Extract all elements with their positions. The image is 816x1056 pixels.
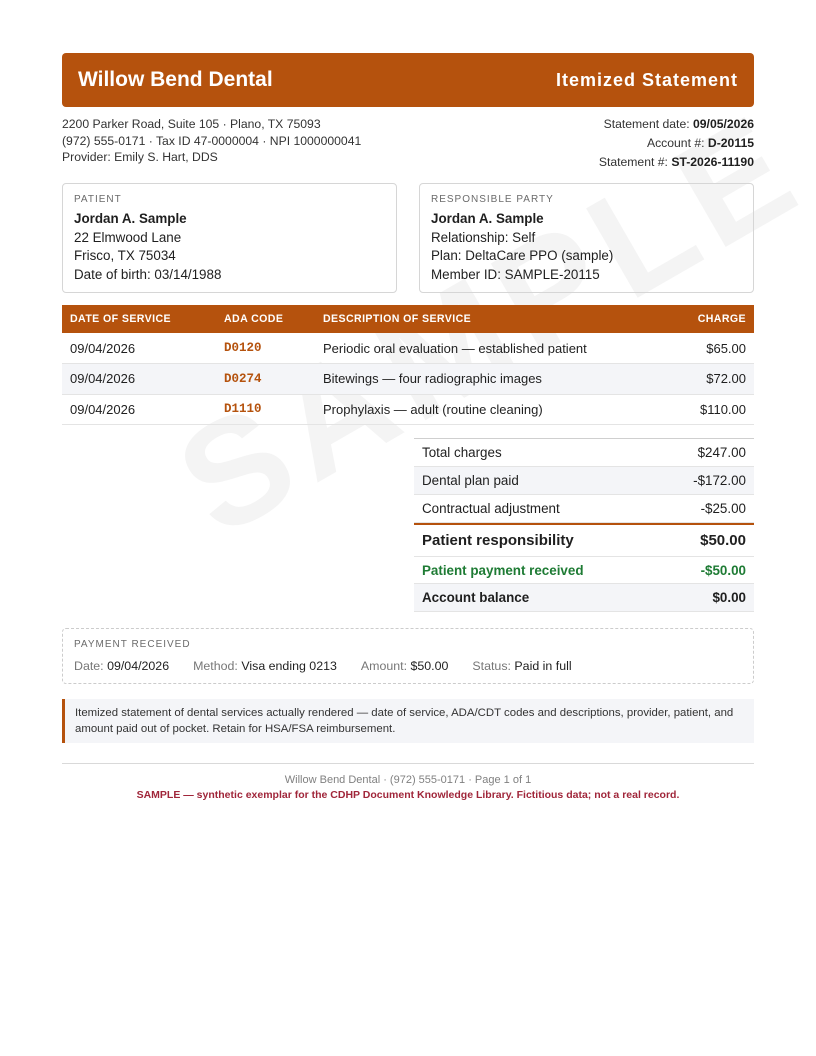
- payment-status-value: Paid in full: [514, 659, 572, 673]
- plan-paid-row: [414, 467, 754, 495]
- responsible-party-box: [419, 183, 754, 293]
- service-description: Prophylaxis — adult (routine cleaning): [315, 394, 654, 425]
- patient-payment-value: -$50.00: [700, 562, 746, 578]
- service-description: Bitewings — four radiographic images: [315, 364, 654, 395]
- account-number: [599, 134, 754, 153]
- account-number-value: D-20115: [707, 136, 754, 150]
- footer-contact-line: Willow Bend Dental · (972) 555-0171 · Page 1 of 1: [284, 774, 532, 786]
- payment-date-label: Date:: [74, 659, 104, 673]
- practice-provider: Provider: Emily S. Hart, DDS: [62, 150, 218, 164]
- patient-street: 22 Elmwood Lane: [74, 229, 182, 245]
- payment-amount: [361, 659, 449, 673]
- responsible-party-relationship: Relationship: Self: [431, 229, 536, 245]
- account-balance-value: $0.00: [712, 590, 746, 605]
- service-date: 09/04/2026: [62, 364, 216, 395]
- table-row: [62, 364, 754, 395]
- col-charge: CHARGE: [654, 305, 754, 333]
- account-balance-label: Account balance: [422, 590, 530, 605]
- services-table: [62, 305, 754, 425]
- patient-box: [62, 183, 397, 293]
- payment-date-value: 09/04/2026: [107, 659, 170, 673]
- total-charges-row: [414, 439, 754, 467]
- payment-method: [193, 659, 337, 673]
- patient-name: Jordan A. Sample: [74, 211, 187, 226]
- plan-paid-label: Dental plan paid: [422, 473, 519, 488]
- payment-date: [74, 659, 169, 673]
- ada-code: D0120: [216, 333, 315, 364]
- service-charge: $110.00: [654, 394, 754, 425]
- page-footer: [62, 763, 754, 802]
- ada-code: D0274: [216, 364, 315, 395]
- adjustment-label: Contractual adjustment: [422, 501, 560, 516]
- service-charge: $65.00: [654, 333, 754, 364]
- hsa-fsa-note: Itemized statement of dental services actually rendered — date of service, ADA/CDT codes and descriptions, provider, patient, and amount paid out of pocket. Retain for HSA/FSA reimbursement.: [62, 699, 754, 743]
- statement-date-label: Statement date:: [603, 117, 693, 131]
- patient-dob: Date of birth: 03/14/1988: [74, 266, 222, 282]
- document-title: Itemized Statement: [555, 69, 738, 90]
- table-row: [62, 394, 754, 425]
- responsible-party-caption: RESPONSIBLE PARTY: [431, 194, 554, 205]
- service-charge: $72.00: [654, 364, 754, 395]
- payment-method-label: Method:: [193, 659, 238, 673]
- account-balance-row: [414, 584, 754, 612]
- patient-responsibility-row: [414, 523, 754, 557]
- total-charges-label: Total charges: [422, 445, 502, 460]
- payment-received-caption: PAYMENT RECEIVED: [74, 639, 191, 650]
- payment-status-label: Status:: [472, 659, 511, 673]
- statement-date-value: 09/05/2026: [693, 117, 754, 131]
- col-ada-code: ADA CODE: [216, 305, 315, 333]
- service-date: 09/04/2026: [62, 333, 216, 364]
- patient-responsibility-label: Patient responsibility: [422, 532, 574, 549]
- adjustment-value: -$25.00: [700, 501, 746, 516]
- payment-amount-label: Amount:: [360, 659, 408, 673]
- services-header-row: [62, 305, 754, 333]
- practice-address: 2200 Parker Road, Suite 105 · Plano, TX 75093: [62, 117, 321, 131]
- patient-payment-label: Patient payment received: [422, 562, 584, 578]
- responsible-party-name: Jordan A. Sample: [431, 211, 544, 226]
- service-description: Periodic oral evaluation — established patient: [315, 333, 654, 364]
- parties-section: [62, 183, 754, 293]
- statement-number: [599, 153, 754, 172]
- payment-received-box: [62, 628, 754, 684]
- responsible-party-member-id: Member ID: SAMPLE-20115: [431, 266, 600, 282]
- practice-contact: (972) 555-0171 · Tax ID 47-0000004 · NPI 1000000041: [62, 133, 362, 148]
- patient-payment-row: [414, 557, 754, 584]
- statement-number-value: ST-2026-11190: [671, 155, 754, 169]
- practice-name: Willow Bend Dental: [78, 68, 273, 91]
- col-description: DESCRIPTION OF SERVICE: [315, 305, 654, 333]
- table-row: [62, 333, 754, 364]
- payment-method-value: Visa ending 0213: [241, 659, 337, 673]
- ada-code: D1110: [216, 394, 315, 425]
- patient-city: Frisco, TX 75034: [74, 248, 176, 264]
- totals-summary: [414, 438, 754, 612]
- plan-paid-value: -$172.00: [693, 473, 746, 488]
- footer-disclaimer: SAMPLE — synthetic exemplar for the CDHP Document Knowledge Library. Fictitious data; not a real record.: [136, 789, 680, 801]
- header-banner: [62, 53, 754, 107]
- patient-responsibility-value: $50.00: [700, 532, 746, 549]
- account-number-label: Account #:: [646, 136, 708, 150]
- service-date: 09/04/2026: [62, 394, 216, 425]
- statement-date: [599, 115, 754, 134]
- statement-page: [62, 53, 754, 802]
- payment-status: [472, 659, 571, 673]
- info-row: [62, 116, 754, 172]
- practice-info: [62, 116, 361, 172]
- payment-fields: [74, 659, 742, 673]
- responsible-party-plan: Plan: DeltaCare PPO (sample): [431, 248, 614, 264]
- payment-amount-value: $50.00: [410, 659, 449, 673]
- statement-meta: [599, 115, 754, 172]
- statement-number-label: Statement #:: [598, 155, 672, 169]
- total-charges-value: $247.00: [697, 445, 746, 460]
- adjustment-row: [414, 495, 754, 523]
- col-date-of-service: DATE OF SERVICE: [62, 305, 216, 333]
- patient-caption: PATIENT: [74, 194, 122, 205]
